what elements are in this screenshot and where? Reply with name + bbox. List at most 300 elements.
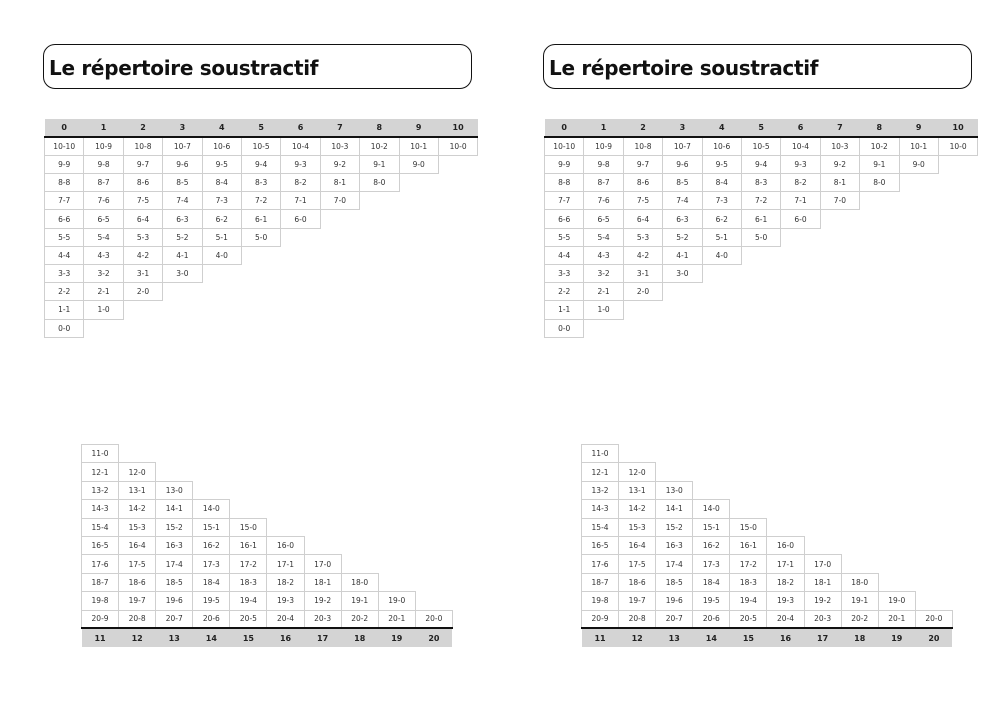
column-header: 3 <box>163 119 202 137</box>
subtraction-cell: 10-2 <box>860 137 899 155</box>
column-footer: 20 <box>415 628 452 646</box>
empty-cell <box>938 210 977 228</box>
subtraction-cell: 20-7 <box>156 610 193 628</box>
column-footer: 18 <box>341 628 378 646</box>
subtraction-cell: 7-5 <box>123 192 162 210</box>
subtraction-cell: 16-1 <box>230 536 267 554</box>
subtraction-cell: 17-4 <box>656 555 693 573</box>
empty-cell <box>378 536 415 554</box>
empty-cell <box>415 555 452 573</box>
subtraction-cell: 2-1 <box>584 283 623 301</box>
empty-cell <box>438 228 477 246</box>
empty-cell <box>820 283 859 301</box>
empty-cell <box>899 246 938 264</box>
subtraction-cell: 17-5 <box>119 555 156 573</box>
subtraction-cell: 9-8 <box>84 155 123 173</box>
subtraction-cell: 9-1 <box>860 155 899 173</box>
subtraction-cell: 19-6 <box>156 592 193 610</box>
empty-cell <box>860 301 899 319</box>
empty-cell <box>84 319 123 337</box>
subtraction-cell: 9-2 <box>320 155 359 173</box>
subtraction-cell: 6-6 <box>45 210 84 228</box>
subtraction-cell: 2-2 <box>45 283 84 301</box>
empty-cell <box>878 518 915 536</box>
subtraction-cell: 8-5 <box>663 174 702 192</box>
subtraction-cell: 10-0 <box>938 137 977 155</box>
empty-cell <box>899 228 938 246</box>
column-header: 7 <box>820 119 859 137</box>
subtraction-cell: 20-0 <box>915 610 952 628</box>
subtraction-cell: 3-0 <box>663 265 702 283</box>
subtraction-cell: 19-2 <box>804 592 841 610</box>
subtraction-cell: 9-1 <box>360 155 399 173</box>
empty-cell <box>804 500 841 518</box>
subtraction-cell: 18-4 <box>693 573 730 591</box>
subtraction-cell: 19-5 <box>193 592 230 610</box>
title-box <box>43 44 472 89</box>
subtraction-cell: 9-3 <box>781 155 820 173</box>
empty-cell <box>415 445 452 463</box>
subtraction-cell: 7-2 <box>241 192 280 210</box>
subtraction-cell: 17-3 <box>693 555 730 573</box>
empty-cell <box>878 481 915 499</box>
empty-cell <box>320 246 359 264</box>
table-row <box>545 283 978 301</box>
column-footer: 18 <box>841 628 878 646</box>
table-row <box>545 228 978 246</box>
empty-cell <box>938 301 977 319</box>
table-row <box>82 463 453 481</box>
subtraction-cell: 14-2 <box>619 500 656 518</box>
table-row <box>82 610 453 628</box>
subtraction-cell: 6-4 <box>623 210 662 228</box>
subtraction-cell: 15-3 <box>119 518 156 536</box>
empty-cell <box>938 228 977 246</box>
empty-cell <box>820 319 859 337</box>
subtraction-cell: 10-4 <box>281 137 320 155</box>
subtraction-cell: 12-1 <box>582 463 619 481</box>
empty-cell <box>438 265 477 283</box>
subtraction-cell: 20-2 <box>341 610 378 628</box>
column-header: 0 <box>45 119 84 137</box>
table-row <box>545 210 978 228</box>
subtraction-cell: 14-0 <box>693 500 730 518</box>
empty-cell <box>656 463 693 481</box>
subtraction-cell: 4-1 <box>663 246 702 264</box>
subtraction-cell: 3-1 <box>123 265 162 283</box>
empty-cell <box>878 536 915 554</box>
subtraction-cell: 10-9 <box>84 137 123 155</box>
subtraction-cell: 15-1 <box>693 518 730 536</box>
subtraction-cell: 1-0 <box>84 301 123 319</box>
table-row <box>82 555 453 573</box>
empty-cell <box>781 283 820 301</box>
empty-cell <box>878 573 915 591</box>
footer-row <box>82 628 453 646</box>
empty-cell <box>320 283 359 301</box>
subtraction-cell: 13-2 <box>582 481 619 499</box>
empty-cell <box>781 246 820 264</box>
subtraction-cell: 5-0 <box>241 228 280 246</box>
subtraction-cell: 20-7 <box>656 610 693 628</box>
subtraction-cell: 17-6 <box>582 555 619 573</box>
subtraction-cell: 1-0 <box>584 301 623 319</box>
column-footer: 13 <box>656 628 693 646</box>
subtraction-cell: 19-1 <box>841 592 878 610</box>
subtraction-cell: 17-3 <box>193 555 230 573</box>
subtraction-cell: 17-0 <box>304 555 341 573</box>
empty-cell <box>619 445 656 463</box>
subtraction-cell: 10-5 <box>741 137 780 155</box>
subtraction-cell: 6-6 <box>545 210 584 228</box>
subtraction-cell: 7-7 <box>545 192 584 210</box>
subtraction-cell: 8-4 <box>702 174 741 192</box>
empty-cell <box>702 319 741 337</box>
subtraction-cell: 20-6 <box>693 610 730 628</box>
subtraction-cell: 18-7 <box>582 573 619 591</box>
table-row <box>45 174 478 192</box>
subtraction-cell: 13-2 <box>82 481 119 499</box>
subtraction-cell: 19-7 <box>619 592 656 610</box>
subtraction-cell: 9-7 <box>123 155 162 173</box>
column-footer: 16 <box>767 628 804 646</box>
subtraction-cell: 20-8 <box>119 610 156 628</box>
empty-cell <box>341 463 378 481</box>
subtraction-cell: 16-0 <box>767 536 804 554</box>
empty-cell <box>702 301 741 319</box>
subtraction-cell: 9-4 <box>741 155 780 173</box>
subtraction-cell: 12-0 <box>619 463 656 481</box>
subtraction-cell: 4-2 <box>623 246 662 264</box>
empty-cell <box>399 210 438 228</box>
table-row <box>82 518 453 536</box>
empty-cell <box>123 301 162 319</box>
empty-cell <box>438 174 477 192</box>
subtraction-cell: 4-4 <box>545 246 584 264</box>
subtraction-cell: 12-0 <box>119 463 156 481</box>
empty-cell <box>693 445 730 463</box>
empty-cell <box>267 500 304 518</box>
subtraction-cell: 19-5 <box>693 592 730 610</box>
subtraction-cell: 8-8 <box>545 174 584 192</box>
subtraction-cell: 14-1 <box>156 500 193 518</box>
empty-cell <box>741 283 780 301</box>
table-row <box>582 555 953 573</box>
column-header: 4 <box>702 119 741 137</box>
table-row <box>545 174 978 192</box>
table-row <box>82 573 453 591</box>
subtraction-cell: 14-3 <box>582 500 619 518</box>
empty-cell <box>899 301 938 319</box>
empty-cell <box>915 518 952 536</box>
table-row <box>582 536 953 554</box>
empty-cell <box>767 445 804 463</box>
empty-cell <box>304 518 341 536</box>
subtraction-cell: 9-0 <box>899 155 938 173</box>
table-row <box>545 137 978 155</box>
subtraction-cell: 10-1 <box>399 137 438 155</box>
empty-cell <box>230 445 267 463</box>
subtraction-cell: 9-9 <box>545 155 584 173</box>
empty-cell <box>304 481 341 499</box>
empty-cell <box>341 518 378 536</box>
subtraction-cell: 16-2 <box>693 536 730 554</box>
empty-cell <box>230 500 267 518</box>
empty-cell <box>163 283 202 301</box>
subtraction-cell: 4-3 <box>84 246 123 264</box>
empty-cell <box>899 192 938 210</box>
subtraction-cell: 14-0 <box>193 500 230 518</box>
subtraction-cell: 10-3 <box>820 137 859 155</box>
empty-cell <box>267 463 304 481</box>
subtraction-cell: 2-2 <box>545 283 584 301</box>
empty-cell <box>663 319 702 337</box>
empty-cell <box>378 481 415 499</box>
table-row <box>45 137 478 155</box>
empty-cell <box>438 283 477 301</box>
subtraction-cell: 9-9 <box>45 155 84 173</box>
subtraction-cell: 20-5 <box>230 610 267 628</box>
table-row <box>82 536 453 554</box>
header-row <box>45 119 478 137</box>
subtraction-cell: 8-1 <box>820 174 859 192</box>
empty-cell <box>267 445 304 463</box>
subtraction-cell: 8-1 <box>320 174 359 192</box>
subtraction-cell: 20-6 <box>193 610 230 628</box>
empty-cell <box>915 573 952 591</box>
subtraction-cell: 6-4 <box>123 210 162 228</box>
subtraction-cell: 20-8 <box>619 610 656 628</box>
empty-cell <box>730 500 767 518</box>
empty-cell <box>399 174 438 192</box>
subtraction-cell: 7-1 <box>781 192 820 210</box>
column-footer: 19 <box>378 628 415 646</box>
subtraction-cell: 4-0 <box>702 246 741 264</box>
subtraction-cell: 18-6 <box>619 573 656 591</box>
empty-cell <box>702 265 741 283</box>
column-header: 7 <box>320 119 359 137</box>
empty-cell <box>304 500 341 518</box>
column-header: 9 <box>399 119 438 137</box>
subtraction-cell: 18-2 <box>767 573 804 591</box>
empty-cell <box>781 319 820 337</box>
empty-cell <box>841 536 878 554</box>
subtraction-cell: 6-5 <box>584 210 623 228</box>
subtraction-cell: 11-0 <box>82 445 119 463</box>
subtraction-cell: 16-5 <box>82 536 119 554</box>
subtraction-cell: 18-5 <box>656 573 693 591</box>
empty-cell <box>663 301 702 319</box>
empty-cell <box>860 210 899 228</box>
empty-cell <box>163 301 202 319</box>
subtraction-cell: 19-3 <box>767 592 804 610</box>
empty-cell <box>693 463 730 481</box>
subtraction-cell: 10-8 <box>623 137 662 155</box>
subtraction-cell: 15-2 <box>656 518 693 536</box>
empty-cell <box>341 500 378 518</box>
column-footer: 14 <box>693 628 730 646</box>
table-row <box>45 246 478 264</box>
subtraction-cell: 9-2 <box>820 155 859 173</box>
empty-cell <box>938 192 977 210</box>
empty-cell <box>730 445 767 463</box>
column-header: 5 <box>741 119 780 137</box>
empty-cell <box>878 445 915 463</box>
table-row <box>82 445 453 463</box>
subtraction-cell: 8-6 <box>123 174 162 192</box>
subtraction-cell: 20-3 <box>804 610 841 628</box>
subtraction-cell: 18-0 <box>341 573 378 591</box>
empty-cell <box>623 319 662 337</box>
subtraction-cell: 3-2 <box>84 265 123 283</box>
column-header: 6 <box>281 119 320 137</box>
subtraction-cell: 10-9 <box>584 137 623 155</box>
table-row <box>545 265 978 283</box>
subtraction-cell: 3-0 <box>163 265 202 283</box>
subtraction-cell: 5-5 <box>545 228 584 246</box>
empty-cell <box>938 319 977 337</box>
subtraction-cell: 14-2 <box>119 500 156 518</box>
subtraction-cell: 17-4 <box>156 555 193 573</box>
empty-cell <box>438 192 477 210</box>
footer-row <box>582 628 953 646</box>
subtraction-cell: 7-6 <box>584 192 623 210</box>
empty-cell <box>241 265 280 283</box>
subtraction-cell: 10-10 <box>545 137 584 155</box>
subtraction-cell: 15-0 <box>730 518 767 536</box>
table-row <box>45 228 478 246</box>
empty-cell <box>767 500 804 518</box>
table-row <box>545 192 978 210</box>
empty-cell <box>804 445 841 463</box>
column-header: 9 <box>899 119 938 137</box>
empty-cell <box>399 246 438 264</box>
subtraction-cell: 16-3 <box>156 536 193 554</box>
empty-cell <box>915 592 952 610</box>
column-header: 10 <box>938 119 977 137</box>
subtraction-cell: 10-1 <box>899 137 938 155</box>
subtraction-cell: 15-3 <box>619 518 656 536</box>
table-row <box>82 481 453 499</box>
subtraction-cell: 7-3 <box>702 192 741 210</box>
subtraction-cell: 15-0 <box>230 518 267 536</box>
empty-cell <box>767 518 804 536</box>
empty-cell <box>841 463 878 481</box>
empty-cell <box>438 210 477 228</box>
empty-cell <box>378 500 415 518</box>
subtraction-cell: 10-3 <box>320 137 359 155</box>
empty-cell <box>915 445 952 463</box>
empty-cell <box>281 228 320 246</box>
subtraction-cell: 18-1 <box>804 573 841 591</box>
empty-cell <box>399 265 438 283</box>
subtraction-cell: 8-2 <box>781 174 820 192</box>
subtraction-cell: 17-0 <box>804 555 841 573</box>
empty-cell <box>804 536 841 554</box>
subtraction-cell: 6-2 <box>702 210 741 228</box>
subtraction-cell: 19-4 <box>230 592 267 610</box>
subtraction-cell: 13-1 <box>119 481 156 499</box>
subtraction-cell: 18-2 <box>267 573 304 591</box>
empty-cell <box>820 265 859 283</box>
empty-cell <box>767 463 804 481</box>
empty-cell <box>938 246 977 264</box>
subtraction-cell: 5-0 <box>741 228 780 246</box>
empty-cell <box>241 283 280 301</box>
subtraction-cell: 9-0 <box>399 155 438 173</box>
empty-cell <box>241 319 280 337</box>
subtraction-cell: 0-0 <box>545 319 584 337</box>
empty-cell <box>119 445 156 463</box>
subtraction-cell: 5-1 <box>702 228 741 246</box>
subtraction-cell: 16-4 <box>619 536 656 554</box>
subtraction-cell: 18-1 <box>304 573 341 591</box>
subtraction-cell: 8-8 <box>45 174 84 192</box>
subtraction-cell: 6-1 <box>741 210 780 228</box>
empty-cell <box>193 463 230 481</box>
column-footer: 13 <box>156 628 193 646</box>
subtraction-cell: 19-7 <box>119 592 156 610</box>
table-row <box>582 500 953 518</box>
subtraction-cell: 6-1 <box>241 210 280 228</box>
empty-cell <box>163 319 202 337</box>
table-row <box>582 573 953 591</box>
empty-cell <box>156 463 193 481</box>
subtraction-cell: 10-2 <box>360 137 399 155</box>
empty-cell <box>341 481 378 499</box>
table-row <box>82 592 453 610</box>
table-row <box>45 265 478 283</box>
subtraction-cell: 12-1 <box>82 463 119 481</box>
subtraction-cell: 15-1 <box>193 518 230 536</box>
column-footer: 15 <box>730 628 767 646</box>
subtraction-cell: 0-0 <box>45 319 84 337</box>
subtraction-cell: 20-4 <box>267 610 304 628</box>
subtraction-cell: 18-7 <box>82 573 119 591</box>
subtraction-cell: 16-0 <box>267 536 304 554</box>
empty-cell <box>360 228 399 246</box>
subtraction-cell: 10-6 <box>702 137 741 155</box>
empty-cell <box>267 481 304 499</box>
empty-cell <box>230 463 267 481</box>
subtraction-cell: 17-6 <box>82 555 119 573</box>
empty-cell <box>915 555 952 573</box>
subtraction-cell: 15-2 <box>156 518 193 536</box>
column-header: 4 <box>202 119 241 137</box>
subtraction-cell: 8-3 <box>741 174 780 192</box>
empty-cell <box>415 536 452 554</box>
empty-cell <box>915 536 952 554</box>
empty-cell <box>741 301 780 319</box>
empty-cell <box>320 319 359 337</box>
subtraction-cell: 17-1 <box>267 555 304 573</box>
empty-cell <box>202 283 241 301</box>
empty-cell <box>241 301 280 319</box>
empty-cell <box>415 592 452 610</box>
subtraction-cell: 3-3 <box>45 265 84 283</box>
empty-cell <box>741 246 780 264</box>
subtraction-cell: 4-2 <box>123 246 162 264</box>
empty-cell <box>267 518 304 536</box>
empty-cell <box>378 555 415 573</box>
subtraction-cell: 18-0 <box>841 573 878 591</box>
column-header: 1 <box>84 119 123 137</box>
subtraction-cell: 20-5 <box>730 610 767 628</box>
empty-cell <box>841 500 878 518</box>
subtraction-cell: 13-1 <box>619 481 656 499</box>
subtraction-cell: 20-9 <box>582 610 619 628</box>
subtraction-cell: 13-0 <box>656 481 693 499</box>
